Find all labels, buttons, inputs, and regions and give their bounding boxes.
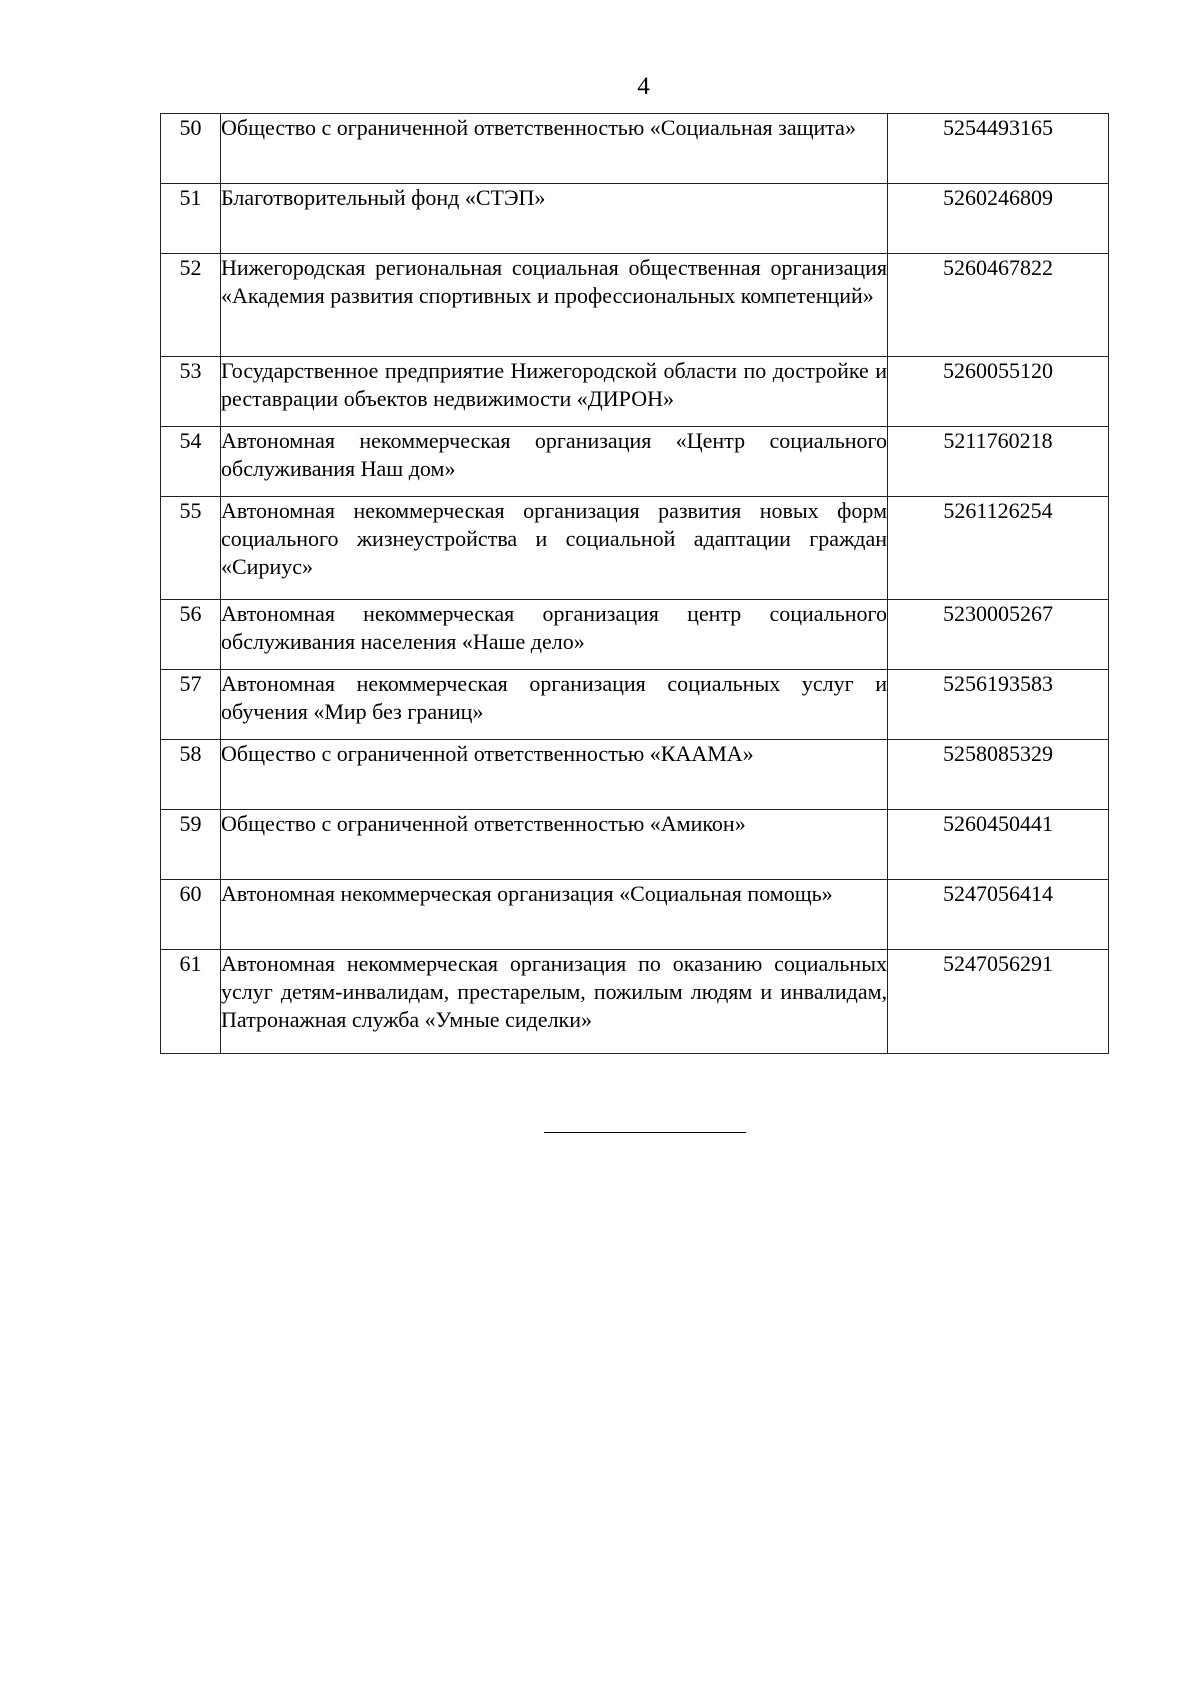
inn-code: 5258085329 (888, 740, 1109, 810)
row-number: 59 (161, 810, 221, 880)
inn-code: 5247056291 (888, 950, 1109, 1054)
inn-code: 5260246809 (888, 184, 1109, 254)
table-body (161, 114, 1109, 1054)
organization-name: Общество с ограниченной ответственностью «Амикон» (221, 810, 888, 880)
table-row (161, 254, 1109, 357)
table-row (161, 880, 1109, 950)
organization-name: Автономная некоммерческая организация центр социального обслуживания населения «Наше дело» (221, 600, 888, 670)
table-row (161, 357, 1109, 427)
organization-name: Общество с ограниченной ответственностью «Социальная защита» (221, 114, 888, 184)
page-number: 4 (637, 73, 650, 100)
table-row (161, 427, 1109, 497)
inn-code: 5256193583 (888, 670, 1109, 740)
table-row (161, 497, 1109, 600)
organization-name: Государственное предприятие Нижегородской области по достройке и реставрации объектов недвижимости «ДИРОН» (221, 357, 888, 427)
inn-code: 5260450441 (888, 810, 1109, 880)
table-row (161, 740, 1109, 810)
organization-name: Автономная некоммерческая организация социальных услуг и обучения «Мир без границ» (221, 670, 888, 740)
row-number: 56 (161, 600, 221, 670)
inn-code: 5230005267 (888, 600, 1109, 670)
row-number: 54 (161, 427, 221, 497)
table-row (161, 114, 1109, 184)
organization-name: Автономная некоммерческая организация «Центр социального обслуживания Наш дом» (221, 427, 888, 497)
row-number: 57 (161, 670, 221, 740)
row-number: 61 (161, 950, 221, 1054)
row-number: 58 (161, 740, 221, 810)
organization-name: Автономная некоммерческая организация «Социальная помощь» (221, 880, 888, 950)
row-number: 50 (161, 114, 221, 184)
row-number: 51 (161, 184, 221, 254)
organization-name: Общество с ограниченной ответственностью «КААМА» (221, 740, 888, 810)
table-row (161, 670, 1109, 740)
inn-code: 5261126254 (888, 497, 1109, 600)
end-of-list-rule (544, 1132, 746, 1133)
inn-code: 5260467822 (888, 254, 1109, 357)
inn-code: 5211760218 (888, 427, 1109, 497)
organization-name: Нижегородская региональная социальная общественная организация «Академия развития спортивных и профессиональных компетенций» (221, 254, 888, 357)
inn-code: 5260055120 (888, 357, 1109, 427)
row-number: 60 (161, 880, 221, 950)
organization-name: Благотворительный фонд «СТЭП» (221, 184, 888, 254)
inn-code: 5247056414 (888, 880, 1109, 950)
row-number: 55 (161, 497, 221, 600)
organizations-table (160, 113, 1109, 1054)
table-row (161, 600, 1109, 670)
organization-name: Автономная некоммерческая организация по оказанию социальных услуг детям-инвалидам, престарелым, пожилым людям и инвалидам, Патронажная служба «Умные сиделки» (221, 950, 888, 1054)
table-row (161, 810, 1109, 880)
inn-code: 5254493165 (888, 114, 1109, 184)
table-row (161, 184, 1109, 254)
row-number: 53 (161, 357, 221, 427)
table-row (161, 950, 1109, 1054)
row-number: 52 (161, 254, 221, 357)
organization-name: Автономная некоммерческая организация развития новых форм социального жизнеустройства и социальной адаптации граждан «Сириус» (221, 497, 888, 600)
